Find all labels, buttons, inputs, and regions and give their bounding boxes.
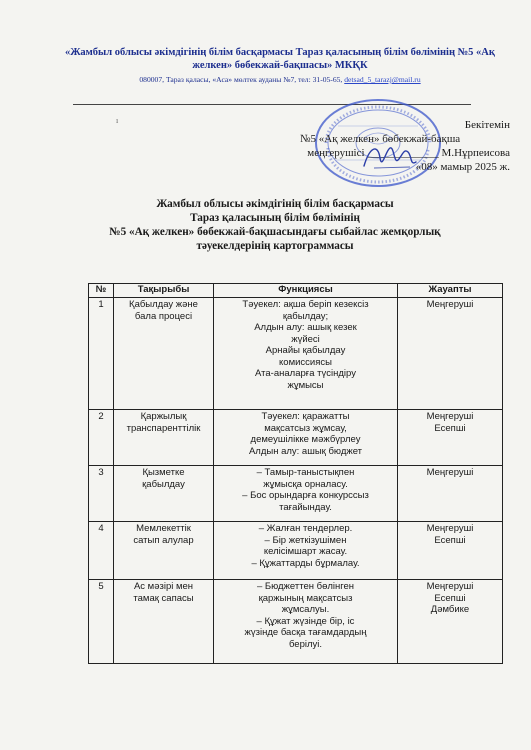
table-row [89, 298, 503, 410]
column-header-number: № [89, 284, 114, 298]
row-function: – Тамыр-таныстықпен жұмысқа орналасу. – Бос орындарға конкурссыз тағайындау. [214, 466, 398, 522]
approve-head-line: меңгерушісі _____________ М.Нұрпеисова [307, 147, 510, 159]
table-row [89, 522, 503, 580]
row-responsible: Меңгеруші Есепші [398, 410, 503, 466]
organization-header [60, 46, 500, 85]
row-responsible: Меңгеруші [398, 298, 503, 410]
document-title [60, 197, 490, 253]
approve-institution: №5 «Ақ желкен» бөбекжай-бақша [300, 133, 461, 145]
row-topic: Қаржылық транспаренттілік [114, 410, 214, 466]
row-responsible: Меңгеруші Есепші Дәмбике [398, 580, 503, 664]
organization-title: «Жамбыл облысы әкімдігінің білім басқармасы Тараз қаласының білім бөлімінің №5 «Ақ желкен» бөбекжай-бақшасы» МКҚК [65, 47, 495, 71]
title-line-4: тәуекелдерінің картограммасы [196, 240, 354, 252]
email-link[interactable]: detsad_5_tarazj@mail.ru [344, 75, 421, 84]
stray-mark: ı [116, 116, 119, 125]
table-row [89, 580, 503, 664]
row-function: Тәуекел: қаражатты мақсатсыз жұмсау, демеушілікке мәжбүрлеу Алдын алу: ашық бюджет [214, 410, 398, 466]
table-row [89, 410, 503, 466]
row-topic: Қызметке қабылдау [114, 466, 214, 522]
address-text: 080007, Тараз қаласы, «Аса» мөлтек ауданы №7, тел: 31-05-65, [139, 75, 343, 84]
table-header-row [89, 284, 503, 298]
row-number: 2 [89, 410, 114, 466]
row-number: 4 [89, 522, 114, 580]
title-line-3: №5 «Ақ желкен» бөбекжай-бақшасындағы сыбайлас жемқорлық [109, 226, 441, 238]
row-function: – Жалған тендерлер. – Бір жеткізушімен келісімшарт жасау. – Құжаттарды бұрмалау. [214, 522, 398, 580]
row-number: 5 [89, 580, 114, 664]
row-topic: Мемлекеттік сатып алулар [114, 522, 214, 580]
title-line-2: Тараз қаласының білім бөлімінің [190, 212, 360, 224]
row-topic: Қабылдау және бала процесі [114, 298, 214, 410]
column-header-function: Функциясы [214, 284, 398, 298]
row-topic: Ас мәзірі мен тамақ сапасы [114, 580, 214, 664]
organization-address [60, 74, 500, 85]
row-responsible: Меңгеруші Есепші [398, 522, 503, 580]
row-number: 3 [89, 466, 114, 522]
row-function: – Бюджеттен бөлінген қаржының мақсатсыз жұмсалуы. – Құжат жүзінде бір, іс жүзінде басқа тағамдардың берілуі. [214, 580, 398, 664]
title-line-1: Жамбыл облысы әкімдігінің білім басқармасы [156, 198, 394, 210]
approve-date: «08» мамыр 2025 ж. [415, 161, 510, 173]
column-header-topic: Тақырыбы [114, 284, 214, 298]
column-header-responsible: Жауапты [398, 284, 503, 298]
signature-icon [360, 140, 420, 175]
risk-cartogram-table [88, 283, 503, 664]
row-responsible: Меңгеруші [398, 466, 503, 522]
row-number: 1 [89, 298, 114, 410]
row-function: Тәуекел: ақша беріп кезексіз қабылдау; Алдын алу: ашық кезек жүйесі Арнайы қабылдау комиссиясы Ата-аналарға түсіндіру жұмысы [214, 298, 398, 410]
approve-word: Бекітемін [464, 119, 510, 131]
table-row [89, 466, 503, 522]
